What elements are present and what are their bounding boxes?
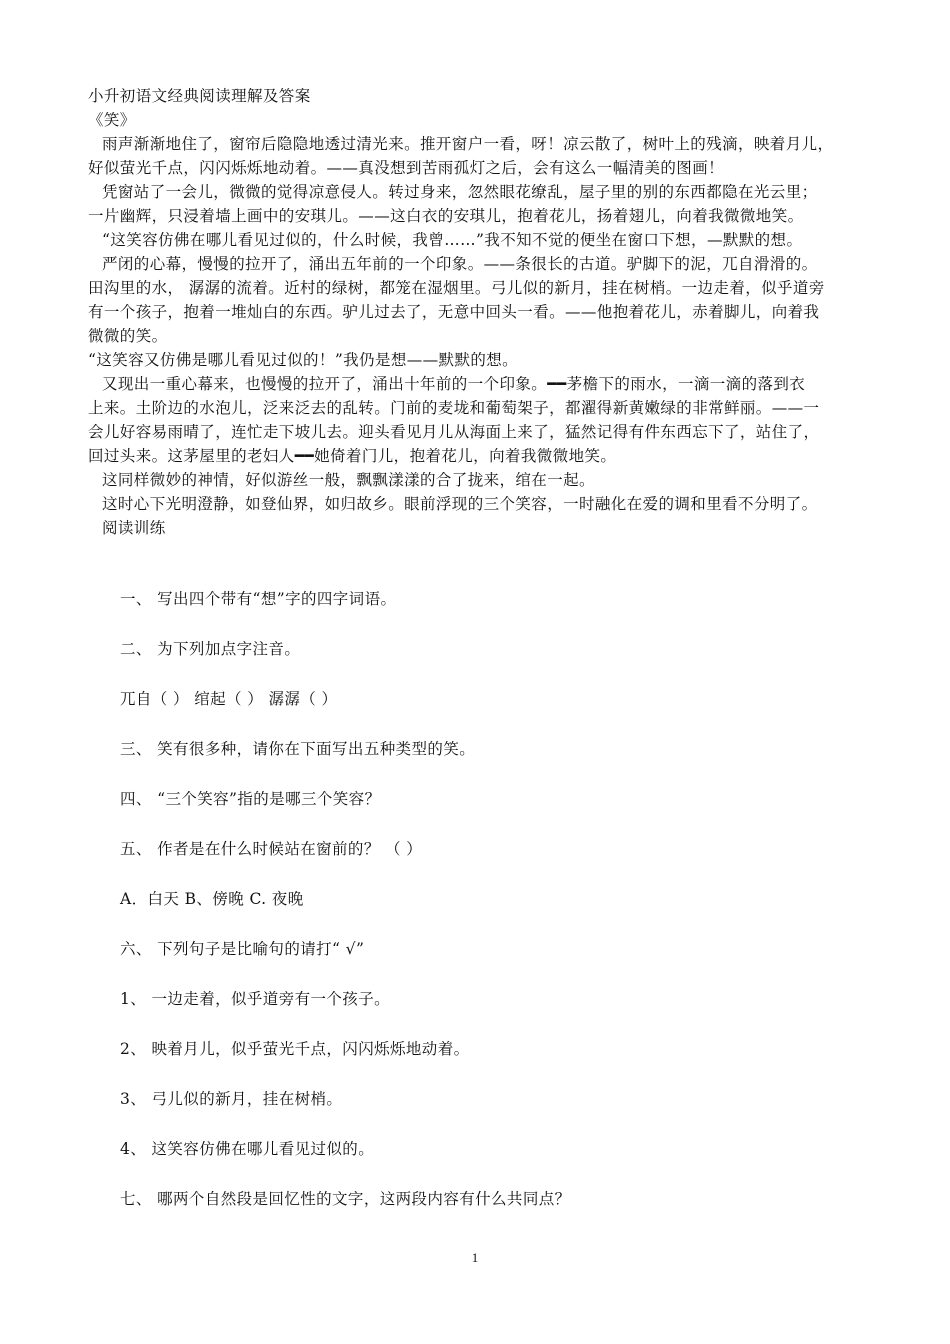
document-body <box>88 84 868 540</box>
passage-line: 上来。土阶边的水泡儿，泛来泛去的乱转。门前的麦垅和葡萄架子，都濯得新黄嫩绿的非常鲜丽。——一 <box>88 399 820 417</box>
passage-line: 这时心下光明澄静，如登仙界，如归故乡。眼前浮现的三个笑容，一时融化在爱的调和里看不分明了。 <box>102 495 818 513</box>
question-item: 七、 哪两个自然段是回忆性的文字，这两段内容有什么共同点？ <box>120 1190 571 1208</box>
passage-line: 有一个孩子，抱着一堆灿白的东西。驴儿过去了，无意中回头一看。——他抱着花儿，赤着脚儿，向着我 <box>88 303 820 321</box>
question-item: 2、 映着月儿，似乎萤光千点，闪闪烁烁地动着。 <box>120 1040 470 1058</box>
question-item: 三、 笑有很多种，请你在下面写出五种类型的笑。 <box>120 740 476 758</box>
question-item: 3、 弓儿似的新月，挂在树梢。 <box>120 1090 343 1108</box>
story-title: 《笑》 <box>88 111 136 129</box>
passage-line: 回过头来。这茅屋里的老妇人━━她倚着门儿，抱着花儿，向着我微微地笑。 <box>88 447 617 465</box>
question-item: 六、 下列句子是比喻句的请打“ √” <box>120 940 365 958</box>
question-item: 1、 一边走着，似乎道旁有一个孩子。 <box>120 990 390 1008</box>
passage-line: 会儿好容易雨晴了，连忙走下坡儿去。迎头看见月儿从海面上来了，猛然记得有件东西忘下了，站住了， <box>88 423 820 441</box>
section-heading: 阅读训练 <box>102 519 166 537</box>
question-list <box>120 587 840 1237</box>
passage-line: “这笑容仿佛在哪儿看见过似的，什么时候，我曾……”我不知不觉的便坐在窗口下想，—默默的想。 <box>102 231 803 249</box>
passage-line: 又现出一重心幕来，也慢慢的拉开了，涌出十年前的一个印象。━━茅檐下的雨水，一滴一滴的落到衣 <box>102 375 806 393</box>
passage-line: 微微的笑。 <box>88 327 168 345</box>
passage-line: 雨声渐渐地住了，窗帘后隐隐地透过清光来。推开窗户一看，呀！凉云散了，树叶上的残滴，映着月儿， <box>102 135 834 153</box>
passage-line: 凭窗站了一会儿，微微的觉得凉意侵人。转过身来，忽然眼花缭乱，屋子里的别的东西都隐在光云里； <box>102 183 818 201</box>
passage-line: 严闭的心幕，慢慢的拉开了，涌出五年前的一个印象。——条很长的古道。驴脚下的泥，兀自滑滑的。 <box>102 255 818 273</box>
question-item: 四、 “三个笑容”指的是哪三个笑容？ <box>120 790 381 808</box>
passage-line: 田沟里的水， 潺潺的流着。近村的绿树，都笼在湿烟里。弓儿似的新月，挂在树梢。一边走着，似乎道旁 <box>88 279 825 297</box>
passage-line: 这同样微妙的神情，好似游丝一般，飘飘漾漾的合了拢来，绾在一起。 <box>102 471 595 489</box>
document-title: 小升初语文经典阅读理解及答案 <box>88 87 311 105</box>
question-item: 二、 为下列加点字注音。 <box>120 640 301 658</box>
passage-line: 一片幽辉，只浸着墙上画中的安琪儿。——这白衣的安琪儿，抱着花儿，扬着翅儿，向着我微微地笑。 <box>88 207 804 225</box>
question-item: 4、 这笑容仿佛在哪儿看见过似的。 <box>120 1140 375 1158</box>
passage-line: 好似萤光千点，闪闪烁烁地动着。——真没想到苦雨孤灯之后，会有这么一幅清美的图画！ <box>88 159 725 177</box>
passage-line: “这笑容又仿佛是哪儿看见过似的！”我仍是想——默默的想。 <box>88 351 519 369</box>
question-item: 一、 写出四个带有“想”字的四字词语。 <box>120 590 397 608</box>
question-item: 兀自（ ） 绾起（ ） 潺潺（ ） <box>120 690 338 708</box>
page-number: 1 <box>471 1250 479 1265</box>
question-item: 五、 作者是在什么时候站在窗前的？ （ ） <box>120 840 423 858</box>
question-item: A．白天 B、傍晚 C. 夜晚 <box>120 890 304 908</box>
